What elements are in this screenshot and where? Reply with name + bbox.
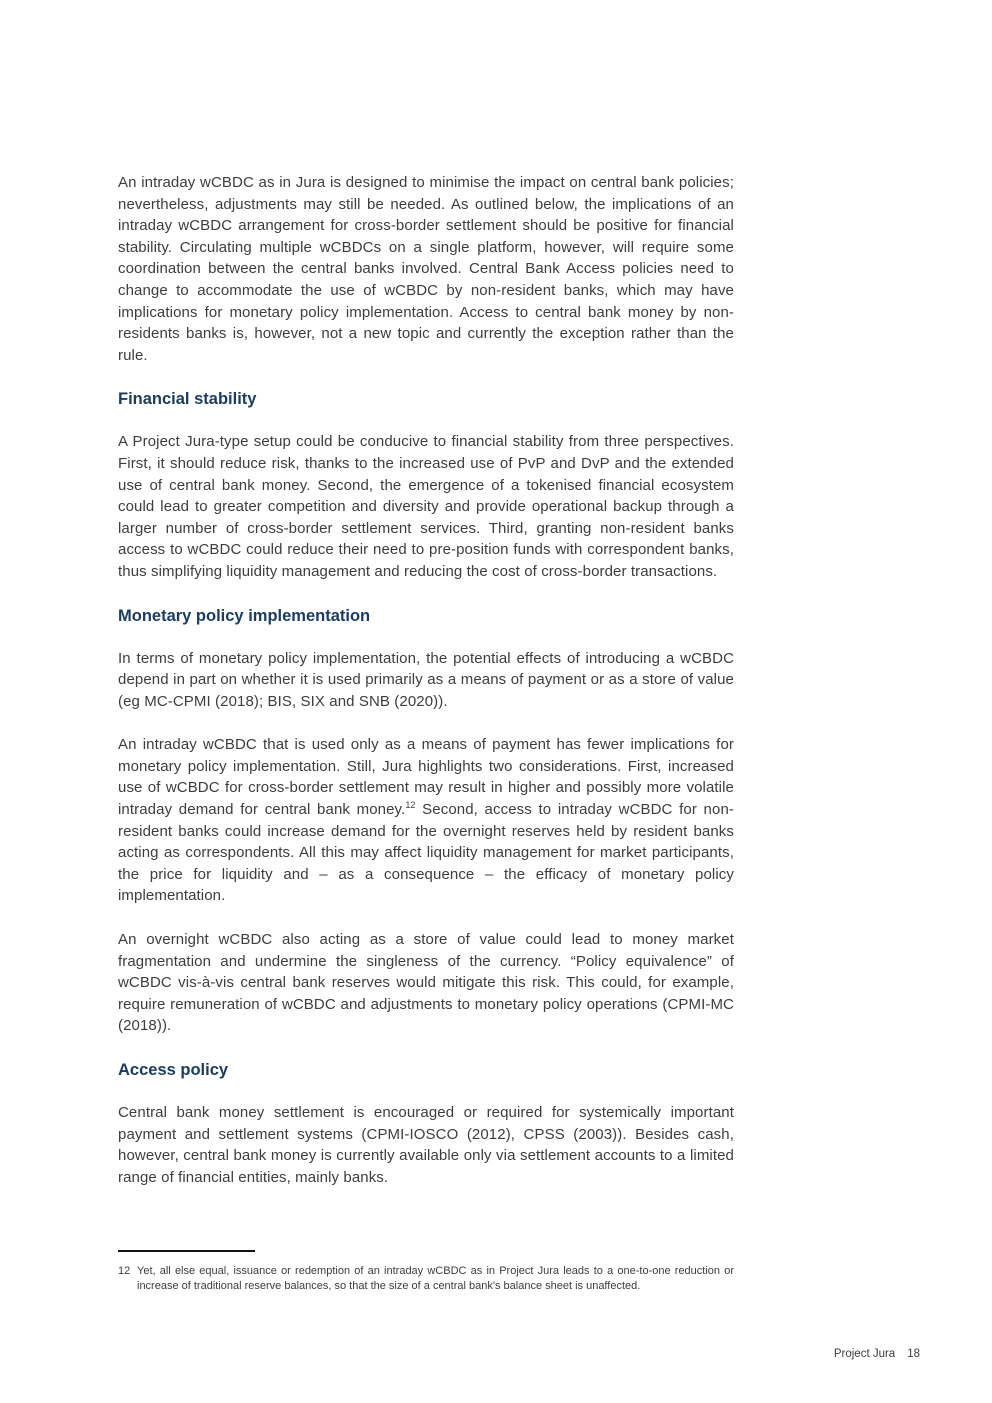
page-number: 18 <box>907 1348 920 1360</box>
footnote-area <box>118 1250 734 1294</box>
section-heading-access-policy: Access policy <box>118 1061 229 1079</box>
section-heading-financial-stability: Financial stability <box>118 390 257 409</box>
paragraph-financial-stability: A Project Jura-type setup could be conducive to financial stability from three perspectives. First, it should reduce risk, thanks to the increased use of PvP and DvP and the extended use of central bank money. Second, the emergence of a tokenised financial ecosystem could lead to greater competition and diversity and provide operational backup through a larger number of cross-border settlement services. Third, granting non-resident banks access to wCBDC could reduce their need to pre-position funds with correspondent banks, thus simplifying liquidity management and reducing the cost of cross-border transactions. <box>118 433 734 580</box>
paragraph-text-after-footnote: Second, access to intraday wCBDC for non-resident banks could increase demand for the overnight reserves held by resident banks acting as correspondents. All this may affect liquidity management for market participants, the price for liquidity and – as a consequence – the efficacy of monetary policy implementation. <box>118 801 734 905</box>
footnote-number: 12 <box>118 1265 131 1277</box>
paragraph-access-policy: Central bank money settlement is encouraged or required for systemically important payment and settlement systems (CPMI-IOSCO (2012), CPSS (2003)). Besides cash, however, central bank money is currently available only via settlement accounts to a limited range of financial entities, mainly banks. <box>118 1104 734 1186</box>
paragraph-text-before-footnote: An intraday wCBDC that is used only as a means of payment has fewer implications for monetary policy implementation. Still, Jura highlights two considerations. First, increased use of wCBDC for cross-border settlement may result in higher and possibly more volatile intraday demand for central bank money. <box>118 736 734 819</box>
footnote-divider <box>118 1250 255 1252</box>
page-content <box>118 172 734 1210</box>
footnote-text: Yet, all else equal, issuance or redemption of an intraday wCBDC as in Project Jura leads to a one-to-one reduction or increase of traditional reserve balances, so that the size of a central bank's balance sheet is unaffected. <box>137 1265 734 1292</box>
paragraph-store-of-value: An overnight wCBDC also acting as a store of value could lead to money market fragmentation and undermine the singleness of the currency. “Policy equivalence” of wCBDC vis-à-vis central bank reserves would mitigate this risk. This could, for example, require remuneration of wCBDC and adjustments to monetary policy operations (CPMI-MC (2018)). <box>118 931 734 1035</box>
footnote <box>118 1264 734 1294</box>
paragraph-means-of-payment <box>118 734 734 907</box>
paragraph-intro: An intraday wCBDC as in Jura is designed to minimise the impact on central bank policies; nevertheless, adjustments may still be needed. As outlined below, the implications of an intraday wCBDC arrangement for cross-border settlement should be positive for financial stability. Circulating multiple wCBDCs on a single platform, however, will require some coordination between the central banks involved. Central Bank Access policies need to change to accommodate the use of wCBDC by non-resident banks, which may have implications for monetary policy implementation. Access to central bank money by non-residents banks is, however, not a new topic and currently the exception rather than the rule. <box>118 174 734 364</box>
section-heading-monetary-policy: Monetary policy implementation <box>118 606 371 625</box>
footer-document-title: Project Jura <box>833 1348 896 1360</box>
footnote-reference: 12 <box>405 800 416 811</box>
page-footer <box>834 1348 920 1360</box>
paragraph-monetary-intro: In terms of monetary policy implementation, the potential effects of introducing a wCBDC depend in part on whether it is used primarily as a means of payment or as a store of value (eg MC-CPMI (2018); BIS, SIX and SNB (2020)). <box>118 649 734 710</box>
